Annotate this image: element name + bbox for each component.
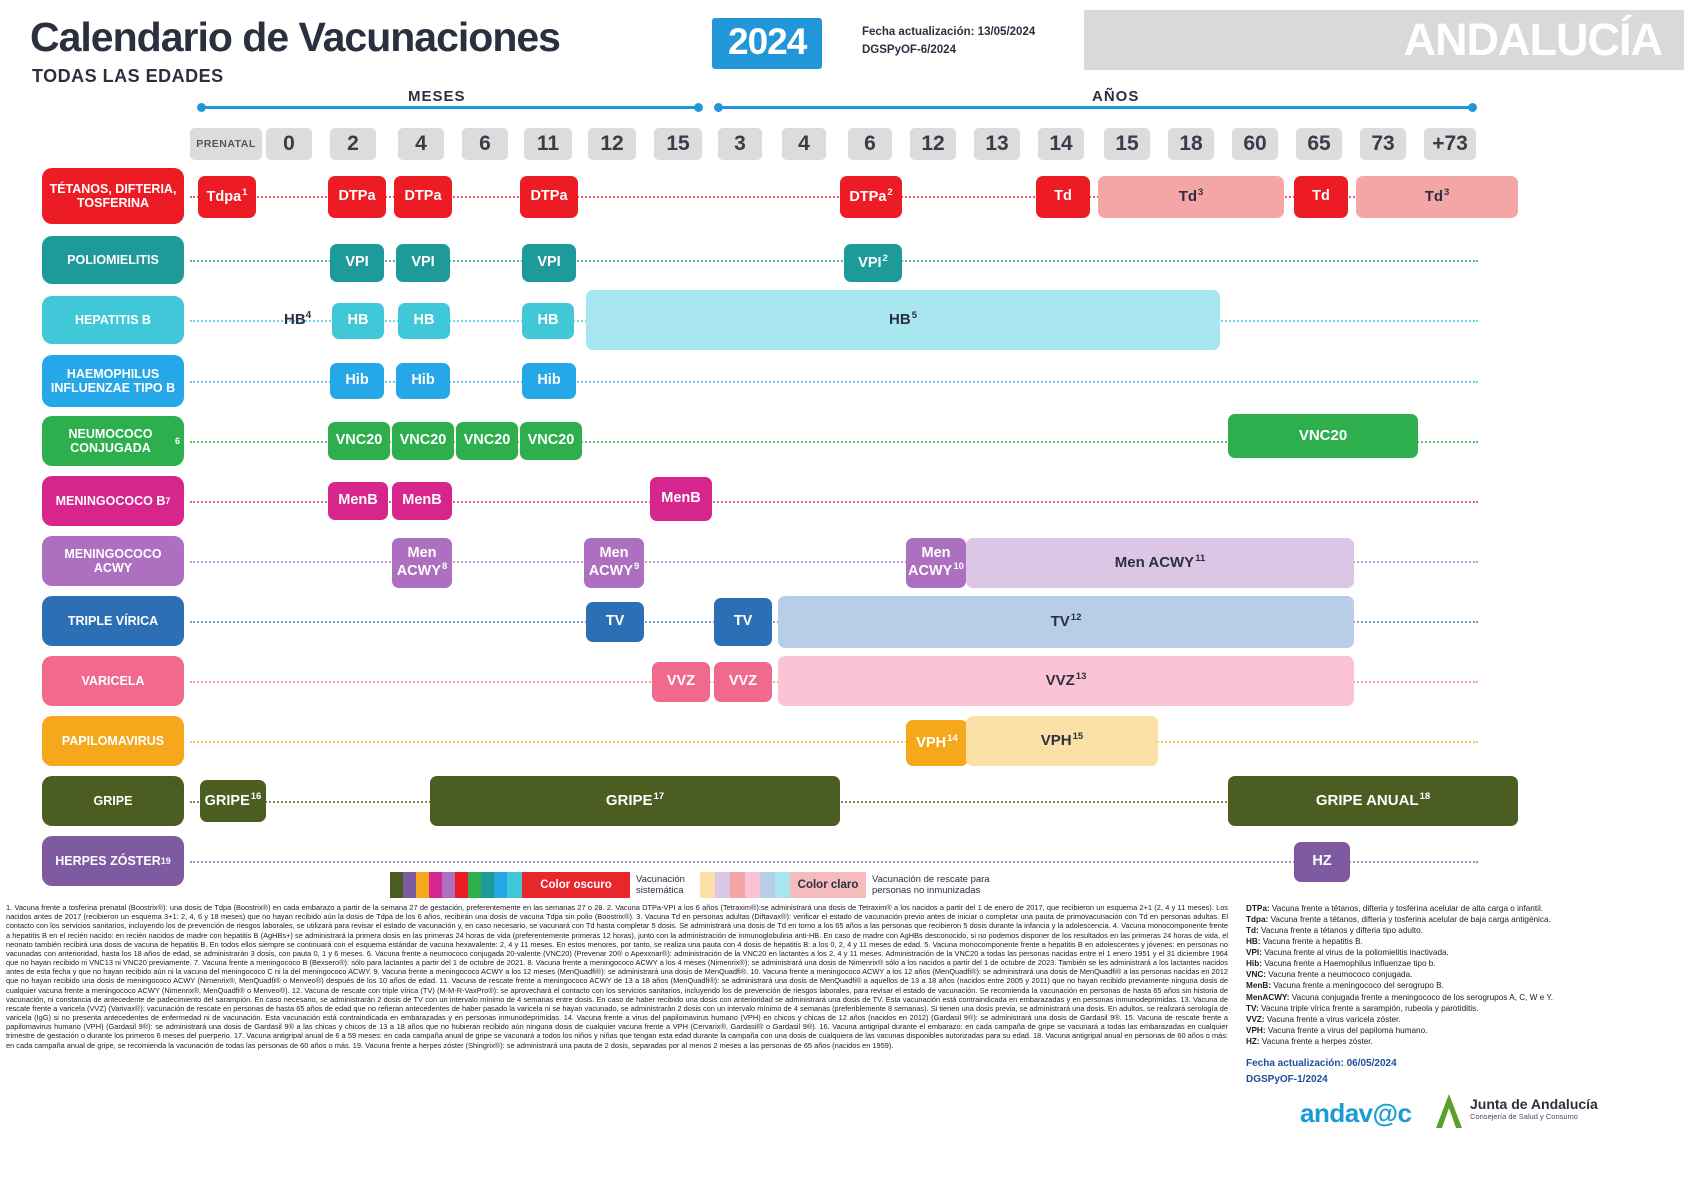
column-header-13: 13 (974, 128, 1020, 160)
abbreviation-desc-0: Vacuna frente a tétanos, difteria y tosferina acelular de alta carga o infantil. (1269, 904, 1544, 913)
vaccine-cell-vpi-9: VPI (330, 244, 384, 282)
abbreviation-item-0 (1246, 903, 1676, 914)
column-header-prenatal: PRENATAL (190, 128, 262, 160)
abbreviation-item-9 (1246, 1003, 1676, 1014)
vaccine-cell-gripe-anual-42: GRIPE ANUAL$^{18}$ (1228, 776, 1518, 826)
footnotes: 1. Vacuna frente a tosferina prenatal (Boostrix®): una dosis de Tdpa (Boostrix®) en cada embarazo a partir de la semana 27 de gestación, preferentemente en las semanas 27 o 28. 2. Vacuna DTPa-VPI a los 6 años (Tetraxim®):se administrará una dosis de Tetraxim® a los nacidos a partir del 1 de enero de 2017, que recibieron un esquema 2+1 (2, 4 y 11 meses). Los nacidos antes de 2017 (recibieron un esquema 3+1: 2, 4, 6 y 18 meses) que no hayan recibido aún la dosis de Tdpa de los 6 años, recibirán una dosis de vacuna Tdpa sin polio (Boostrix®). 3. Vacuna Td en personas adultas (Diftavax®): verificar el estado de vacunación previo antes de iniciar o completar una pauta de primovacunación con Td en personas adultas. El contacto con los servicios sanitarios, incluyendo los de prevención de riesgos laborales, se utilizará para revisar el estado de vacunación y, en caso necesario, se vacunará con Td hasta completar 5 dosis. Se administrará una dosis de Td en torno a los 65 años a las personas que recibieron 5 dosis durante la infancia y la adolescencia. 4. Vacuna monocomponente frente a hepatitis B en el recién nacido: en recién nacidos de madre con hepatitis B (AgHBs+) se administrará la primera dosis en las primeras 24 horas de vida (preferentemente primeras 12 horas), junto con la administración de inmunoglobulina anti-HB. En caso de madre con AgHBs desconocido, si no podemos disponer de los resultados en las primeras 24 horas de vida, el neonato también recibirá una dosis de vacuna de hepatitis B. En todos ellos siempre se continuará con el esquema estándar de vacuna hexavalente: 2, 4 y 11 meses. En estos menores, por tanto, se realiza una pauta con 4 dosis de hepatitis B: a los 0, 2, 4 y 11 meses de edad. 5. Vacuna monocomponente frente a hepatitis B en adolescentes y jóvenes: en personas no vacunadas con anterioridad, hasta los 18 años de edad, se administrarán 3 dosis, con pauta 0, 1 y 6 meses. 6. Vacuna frente a neumococo conjugada 20-valente (VNC20) (Prevenar 20® o Apexxnar®): administración de la VNC20 en lactantes a los 2, 4 y 11 meses. Administración de la VNC20 a todas las personas nacidas entre el 1 enero 1951 y el 31 diciembre 1964 que no hayan recibido ni VNC13 ni VNC20 previamente. 7. Vacuna frente a meningococo B (Bexsero®): sólo para lactantes a partir del 1 de octubre de 2021. 8. Vacuna frente a meningococo ACWY a los 4 meses (Nimenrix®): se administrará una dosis de Nimenrix® sólo a los nacidos a partir del 1 de octubre de 2023. También se les administrará a los lactantes nacidos antes de esta fecha y que no hayan recibido aún ni la vacuna del meningococo C ni la del meningococo ACWY. 9. Vacuna frente a meningococo ACWY a los 12 meses (MenQuadfi®): se administrará una dosis de MenQuadfi®. 10. Vacuna frente a meningococo ACWY a los 12 años (MenQuadfi®): se administrará una dosis de MenQuadfi® a las personas nacidas en 2012 que no hayan recibido una dosis de meningococo ACWY (Nimenrix®, MenQuadfi® o Menveo®) después de los 10 años de edad. 11. Vacuna de rescate frente a meningococo ACWY de 13 a 18 años (MenQuadfi®): se administrará una dosis de MenQuadfi® a aquellos de 13 a 18 años (nacidos entre 2005 y 2011) que no hayan recibido previamente ninguna dosis de cualquier vacuna frente a meningococo ACWY (Nimenrix®, MenQuadfi® o Menveo®). 12. Vacuna de rescate con triple vírica (TV) (M-M-R-VaxPro®): se aprovechará el contacto con los servicios sanitarios, incluyendo los de prevención de riesgos laborales, para revisar el estado de vacunación. Se recomienda la vacunación en personas de hasta 65 años sin historia de vacunación, ni constancia de antecedente de padecimiento del sarampión. En caso necesario, se administrarán 2 dosis de TV con un intervalo mínimo de 4 semanas entre dosis. En caso de haber recibido una dosis con anterioridad se administrará una dosis de TV. Esta vacunación está contraindicada en embarazadas y en personas inmunodeprimidas. 13. Vacuna de rescate frente a varicela (VVZ) (Varivax®): vacunación de rescate en personas de hasta 65 años de edad que no refieran antecedentes de haber pasado la varicela ni se hayan vacunado, se administrarán 2 dosis con un intervalo mínimo de 4 semanas (preferiblemente 8 semanas). Si tienen una dosis previa, se administrará una dosis. En adultos, se realizará serología de varicela (IgG) si no presenta antecedentes de enfermedad ni de vacunación. Esta vacunación está contraindicada en embarazadas y en personas inmunodeprimidas. 14. Vacuna frente a virus del papilomavirus humano (VPH) en chicos y chicas de 12 años (nacidos en 2012) (Gardasil 9®): se administrará una dosis de Gardasil 9®. 15. Vacuna de rescate frente a papilomavirus humano (VPH) (Gardasil 9®): se administrará una dosis de Gardasil 9® a las chicas y chicos de 13 a 18 años que no hubieran recibido aún ninguna dosis de cualquier vacuna frente a VPH (Cervarix®, Gardasil® o Gardasil 9®). 16. Vacuna antigripal durante el embarazo: en cada campaña de gripe se vacunará a todas las embarazadas en cualquier trimestre de gestación o durante los primeros 6 meses del puerperio. 17. Vacuna antigripal anual de 6 a 59 meses: en cada campaña anual de gripe se vacunará a todos los niños y niñas que tengan esta edad durante la campaña con una dosis de cualquiera de las vacunas disponibles autorizadas para su edad. 18. Vacuna antigripal anual en personas de 60 años o más: en cada campaña anual de gripe, se recomienda la vacunación de todas las personas de 60 años o más. 19. Vacuna frente a herpes zóster (Shingrix®): se administrará una pauta de 2 dosis, separadas por al menos 2 meses a las personas de 65 años (nacidos en 1959). (6, 903, 1228, 1050)
column-header-6: 6 (462, 128, 508, 160)
vaccine-cell-men-acwy-28: Men ACWY$^8$ (392, 538, 452, 588)
legend-light-desc-line1: Vacunación de rescate para (872, 874, 990, 885)
abbreviation-term-1: Tdpa: (1246, 915, 1269, 925)
legend-swatch-light-1 (715, 872, 731, 898)
page-subtitle: TODAS LAS EDADES (32, 66, 224, 86)
column-header-0: 0 (266, 128, 312, 160)
legend-light-desc-line2: personas no inmunizadas (872, 885, 981, 897)
abbreviation-term-0: DTPa: (1246, 904, 1270, 913)
vaccine-cell-vpi-11: VPI (522, 244, 576, 282)
abbreviation-item-3 (1246, 936, 1676, 947)
hb-prenatal-label: $HB^4$ (284, 310, 312, 328)
vaccine-cell-hib-19: Hib (522, 363, 576, 399)
anos-axis-label: AÑOS (1092, 88, 1140, 105)
meses-axis-label: MESES (408, 88, 466, 105)
column-header-12: 12 (588, 128, 636, 160)
row-label-0: TÉTANOS, DIFTERIA, TOSFERINA (42, 168, 184, 224)
andavac-logo: andav@c (1300, 1098, 1412, 1128)
vaccine-cell-tv-34: TV$^{12}$ (778, 596, 1354, 648)
vaccine-cell-td-8: Td$^3$ (1356, 176, 1518, 218)
vaccine-cell-vnc20-21: VNC20 (392, 422, 454, 460)
abbreviation-item-1 (1246, 914, 1676, 925)
vaccine-cell-gripe-41: GRIPE$^{17}$ (430, 776, 840, 826)
legend-dark-desc-line2: sistemática (636, 885, 684, 897)
vaccine-cell-tv-32: TV (586, 602, 644, 642)
column-header-60: 60 (1232, 128, 1278, 160)
footer-doc-code: DGSPyOF-1/2024 (1246, 1074, 1328, 1085)
abbreviation-desc-8: Vacuna conjugada frente a meningococo de los serogrupos A, C, W e Y. (1289, 992, 1554, 1002)
column-header-11: 11 (524, 128, 572, 160)
vaccine-cell-men-acwy-31: Men ACWY$^{11}$ (966, 538, 1354, 588)
legend-dark-bar: Color oscuro (522, 872, 630, 898)
junta-title: Junta de Andalucía (1470, 1096, 1598, 1112)
abbreviation-term-10: VVZ: (1246, 1014, 1265, 1024)
row-label-8: VARICELA (42, 656, 184, 706)
column-header-+73: +73 (1424, 128, 1476, 160)
column-header-73: 73 (1360, 128, 1406, 160)
junta-logo-icon (1432, 1092, 1466, 1132)
column-header-15: 15 (654, 128, 702, 160)
vaccine-cell-dtpa-2: DTPa (394, 176, 452, 218)
row-label-10: GRIPE (42, 776, 184, 826)
vaccine-cell-hib-17: Hib (330, 363, 384, 399)
vaccine-cell-vvz-37: VVZ$^{13}$ (778, 656, 1354, 706)
abbreviation-desc-4: Vacuna frente al virus de la poliomielitis inactivada. (1261, 948, 1449, 958)
legend-swatch-light-5 (775, 872, 791, 898)
abbreviation-item-4 (1246, 947, 1676, 958)
year-badge: 2024 (712, 18, 822, 69)
column-header-4: 4 (782, 128, 826, 160)
abbreviation-desc-3: Vacuna frente a hepatitis B. (1260, 937, 1363, 947)
vaccine-cell-menb-26: MenB (392, 482, 452, 520)
abbreviation-item-2 (1246, 925, 1676, 936)
legend-swatch-light-4 (760, 872, 776, 898)
vaccine-cell-hb-15: HB (522, 303, 574, 339)
vaccine-cell-hb-14: HB (398, 303, 450, 339)
region-title: ANDALUCÍA (1403, 14, 1662, 65)
vaccine-cell-men-acwy-29: Men ACWY$^9$ (584, 538, 644, 588)
vaccine-cell-tv-33: TV (714, 598, 772, 646)
column-header-65: 65 (1296, 128, 1342, 160)
legend-dark-desc-line1: Vacunación (636, 874, 685, 885)
vaccine-cell-vnc20-20: VNC20 (328, 422, 390, 460)
legend-dark-desc (636, 874, 685, 897)
vaccine-cell-td-5: Td (1036, 176, 1090, 218)
vaccine-cell-vpi-10: VPI (396, 244, 450, 282)
column-header-15: 15 (1104, 128, 1150, 160)
vaccine-cell-vpi-12: VPI$^2$ (844, 244, 902, 282)
legend-swatch-light-3 (745, 872, 761, 898)
abbreviation-term-9: TV: (1246, 1003, 1259, 1013)
vaccine-cell-td-6: Td$^3$ (1098, 176, 1284, 218)
abbreviation-item-6 (1246, 969, 1676, 980)
column-header-14: 14 (1038, 128, 1084, 160)
vaccine-cell-hb-13: HB (332, 303, 384, 339)
abbreviation-item-7 (1246, 980, 1676, 991)
abbreviation-desc-2: Vacuna frente a tétanos y difteria tipo adulto. (1258, 926, 1423, 936)
legend-swatch-dark-9 (507, 872, 523, 898)
row-label-11: HERPES ZÓSTER 19 (42, 836, 184, 886)
vaccine-cell-vph-38: VPH$^{14}$ (906, 720, 968, 766)
vaccine-cell-dtpa-1: DTPa (328, 176, 386, 218)
abbreviation-term-4: VPI: (1246, 948, 1262, 958)
abbreviation-term-6: VNC: (1246, 970, 1267, 980)
abbreviation-desc-11: Vacuna frente a virus del papiloma humano. (1265, 1025, 1428, 1035)
abbreviation-term-11: VPH: (1246, 1025, 1266, 1035)
abbreviation-term-8: MenACWY: (1246, 992, 1290, 1002)
abbreviation-desc-12: Vacuna frente a herpes zóster. (1259, 1036, 1373, 1046)
row-label-7: TRIPLE VÍRICA (42, 596, 184, 646)
vaccine-cell-dtpa-4: DTPa$^2$ (840, 176, 902, 218)
row-label-1: POLIOMIELITIS (42, 236, 184, 284)
vaccine-cell-dtpa-3: DTPa (520, 176, 578, 218)
abbreviation-term-7: MenB: (1246, 981, 1272, 991)
junta-subtitle: Consejería de Salud y Consumo (1470, 1112, 1578, 1121)
junta-label (1470, 1096, 1598, 1121)
column-header-6: 6 (848, 128, 892, 160)
abbreviation-desc-6: Vacuna frente a neumococo conjugada. (1266, 970, 1413, 980)
vaccine-cell-vph-39: VPH$^{15}$ (966, 716, 1158, 766)
document-code: DGSPyOF-6/2024 (862, 44, 956, 56)
vaccine-cell-hib-18: Hib (396, 363, 450, 399)
update-date: Fecha actualización: 13/05/2024 (862, 26, 1036, 38)
legend-light-desc (872, 874, 990, 897)
abbreviation-item-5 (1246, 958, 1676, 969)
row-label-2: HEPATITIS B (42, 296, 184, 344)
column-header-18: 18 (1168, 128, 1214, 160)
abbreviation-desc-7: Vacuna frente a meningococo del serogrupo B. (1271, 981, 1444, 991)
vaccine-cell-menb-27: MenB (650, 477, 712, 521)
abbreviation-item-11 (1246, 1025, 1676, 1036)
page-title: Calendario de Vacunaciones (30, 14, 560, 60)
abbreviation-term-3: HB: (1246, 937, 1261, 947)
abbreviations-list (1246, 903, 1676, 1047)
row-guideline-11 (190, 861, 1478, 863)
row-guideline-9 (190, 741, 1478, 743)
vaccine-cell-vnc20-22: VNC20 (456, 422, 518, 460)
vaccine-cell-gripe-40: GRIPE$^{16}$ (200, 780, 266, 822)
vaccine-cell-men-acwy-30: Men ACWY$^{10}$ (906, 538, 966, 588)
vaccine-cell-vnc20-24: VNC20 (1228, 414, 1418, 458)
vaccine-cell-hb-16: $HB^5$ (586, 290, 1220, 350)
column-header-2: 2 (330, 128, 376, 160)
vaccine-cell-td-7: Td (1294, 176, 1348, 218)
vaccine-cell-tdpa-0: Tdpa$^1$ (198, 176, 256, 218)
abbreviation-desc-9: Vacuna triple vírica frente a sarampión, rubeola y parotiditis. (1258, 1003, 1479, 1013)
column-header-3: 3 (718, 128, 762, 160)
legend-swatch-light-2 (730, 872, 746, 898)
abbreviation-term-12: HZ: (1246, 1036, 1260, 1046)
abbreviation-term-2: Td: (1246, 926, 1259, 936)
row-label-3: HAEMOPHILUS INFLUENZAE TIPO B (42, 355, 184, 407)
abbreviation-item-10 (1246, 1014, 1676, 1025)
footer-update-date: Fecha actualización: 06/05/2024 (1246, 1058, 1397, 1069)
vaccine-cell-hz-43: HZ (1294, 842, 1350, 882)
legend-swatch-light-0 (700, 872, 716, 898)
vaccine-cell-menb-25: MenB (328, 482, 388, 520)
abbreviation-item-12 (1246, 1036, 1676, 1047)
abbreviation-desc-10: Vacuna frente a virus varicela zóster. (1264, 1014, 1401, 1024)
vaccine-cell-vvz-36: VVZ (714, 662, 772, 702)
legend-light-bar: Color claro (790, 872, 866, 898)
row-label-6: MENINGOCOCO ACWY (42, 536, 184, 586)
abbreviation-desc-1: Vacuna frente a tétanos, difteria y tosferina acelular de baja carga antigénica. (1268, 915, 1551, 925)
vaccine-cell-vnc20-23: VNC20 (520, 422, 582, 460)
abbreviation-desc-5: Vacuna frente a Haemophilus influenzae tipo b. (1261, 959, 1436, 969)
row-label-5: MENINGOCOCO B 7 (42, 476, 184, 526)
row-label-4: NEUMOCOCO CONJUGADA 6 (42, 416, 184, 466)
row-label-9: PAPILOMAVIRUS (42, 716, 184, 766)
abbreviation-term-5: Hib: (1246, 959, 1262, 969)
abbreviation-item-8 (1246, 992, 1676, 1003)
vaccine-cell-vvz-35: VVZ (652, 662, 710, 702)
column-header-4: 4 (398, 128, 444, 160)
column-header-12: 12 (910, 128, 956, 160)
